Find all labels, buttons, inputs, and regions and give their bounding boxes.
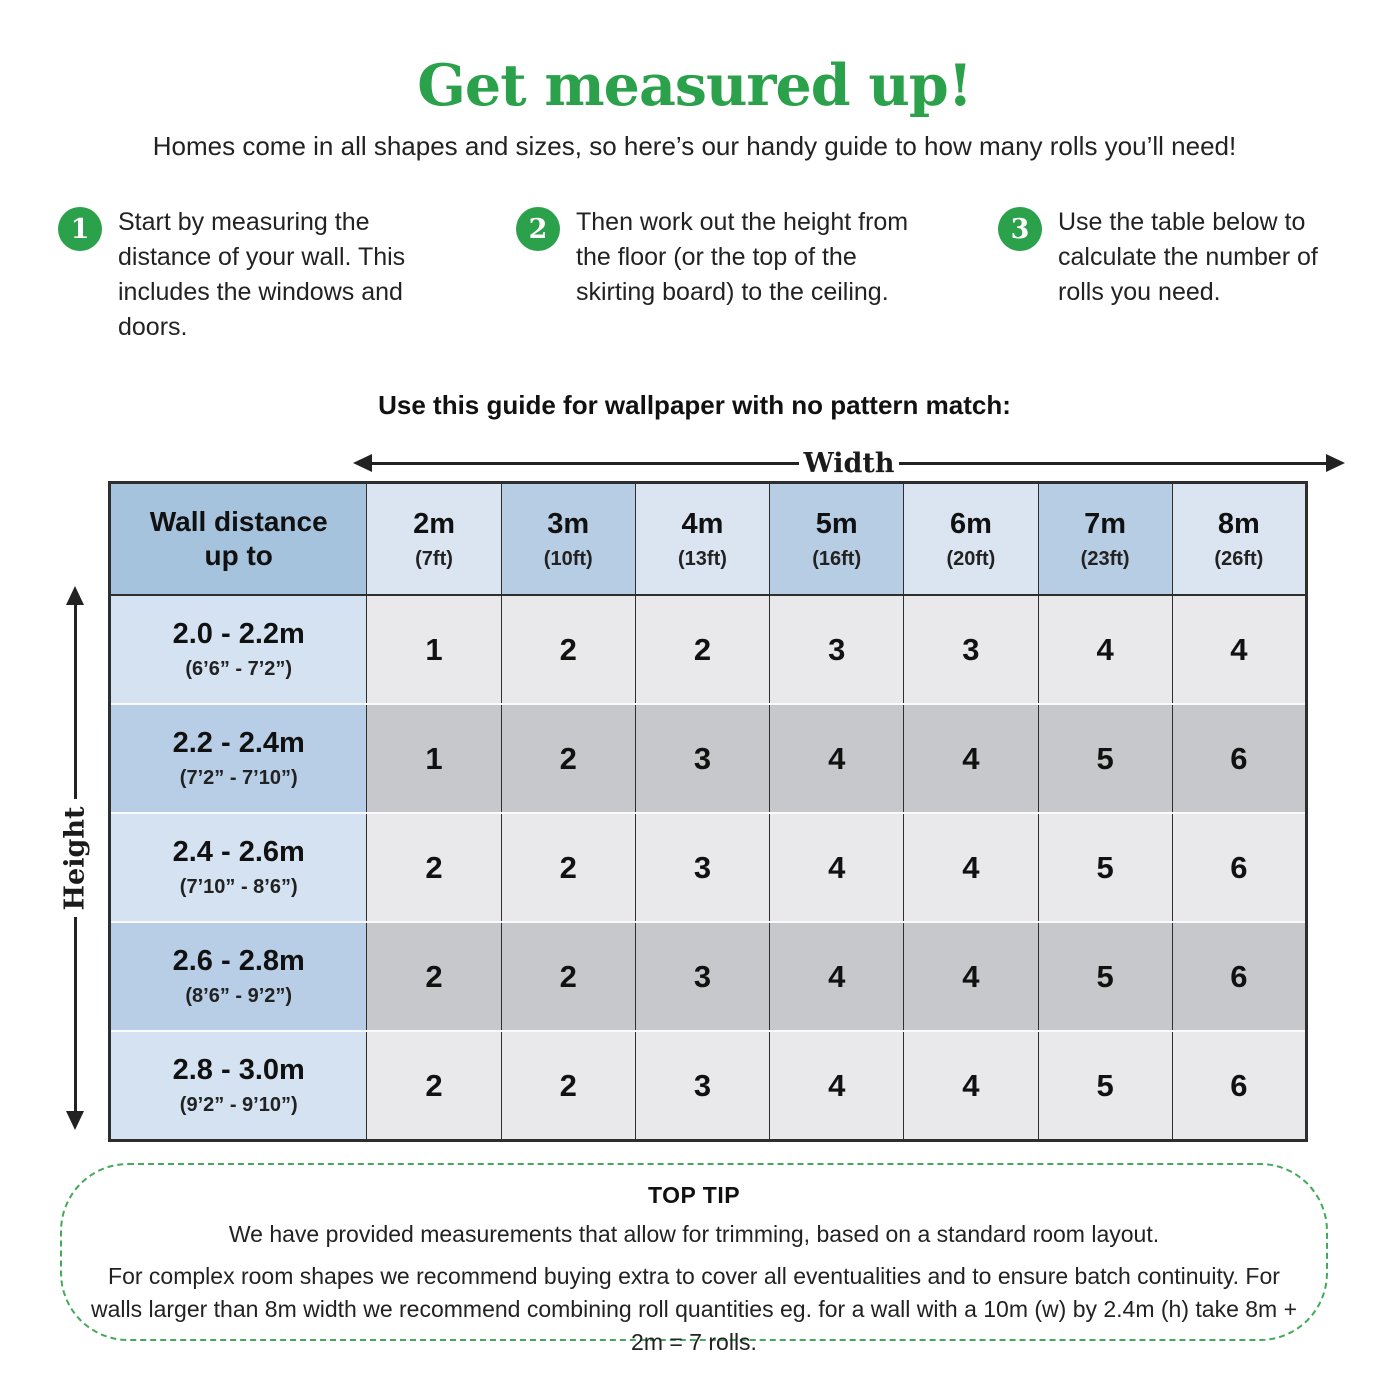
col-header-meters: 4m [681, 507, 724, 540]
rolls-value: 2 [501, 704, 635, 813]
rolls-value: 3 [635, 704, 769, 813]
rolls-value: 4 [770, 922, 904, 1031]
corner-header-line2: up to [204, 540, 273, 571]
rolls-value: 5 [1038, 1031, 1172, 1141]
rolls-value: 6 [1172, 813, 1306, 922]
width-axis-label: Width [803, 447, 895, 479]
table-row [110, 1031, 1307, 1141]
rolls-value: 5 [1038, 704, 1172, 813]
step-2-number-badge: 2 [516, 207, 560, 251]
step-3 [998, 205, 1358, 345]
row-header-range: 2.4 - 2.6m [172, 836, 305, 868]
row-header-2.2-2.4m [110, 704, 367, 813]
top-tip-box [60, 1163, 1328, 1355]
row-header-2.6-2.8m [110, 922, 367, 1031]
col-header-4m [635, 483, 769, 596]
col-header-meters: 5m [815, 507, 858, 540]
rolls-value: 5 [1038, 813, 1172, 922]
rolls-value: 4 [770, 704, 904, 813]
rolls-value: 6 [1172, 922, 1306, 1031]
rolls-value: 4 [1172, 595, 1306, 704]
arrowhead-up-icon [66, 586, 84, 605]
row-header-range: 2.0 - 2.2m [172, 618, 305, 650]
page-subtitle: Homes come in all shapes and sizes, so here’s our handy guide to how many rolls you’ll need! [152, 131, 1237, 161]
table-row [110, 704, 1307, 813]
rolls-value: 4 [1038, 595, 1172, 704]
col-header-meters: 7m [1084, 507, 1127, 540]
rolls-value: 2 [501, 1031, 635, 1141]
rolls-value: 2 [501, 922, 635, 1031]
rolls-needed-table [108, 481, 1308, 1142]
rolls-value: 4 [904, 922, 1038, 1031]
rolls-value: 2 [367, 1031, 501, 1141]
rolls-value: 2 [635, 595, 769, 704]
row-header-range: 2.8 - 3.0m [172, 1054, 305, 1086]
row-header-feet: (7’10” - 8’6”) [179, 876, 298, 898]
table-row [110, 595, 1307, 704]
rolls-value: 4 [770, 1031, 904, 1141]
arrowhead-left-icon [353, 454, 372, 472]
step-2-text: Then work out the height from the floor (or the top of the skirting board) to the ceiling. [576, 208, 909, 306]
height-axis-arrow [53, 586, 97, 1130]
rolls-value: 5 [1038, 922, 1172, 1031]
col-header-2m [367, 483, 501, 596]
guide-heading: Use this guide for wallpaper with no pattern match: [378, 390, 1011, 420]
rolls-value: 1 [367, 595, 501, 704]
col-header-feet: (20ft) [946, 547, 996, 570]
col-header-feet: (7ft) [415, 547, 453, 570]
rolls-value: 6 [1172, 704, 1306, 813]
top-tip-line2: For complex room shapes we recommend buying extra to cover all eventualities and to ensure batch continuity. For walls larger than 8m width we recommend combining roll quantities eg. for a wall with a 10m (w) by 2.4m (h) take 8m + 2m = 7 rolls. [90, 1263, 1298, 1355]
table-row [110, 922, 1307, 1031]
rolls-value: 2 [501, 595, 635, 704]
top-tip-line1: We have provided measurements that allow for trimming, based on a standard room layout. [228, 1221, 1160, 1247]
width-arrow-line [899, 462, 1326, 465]
col-header-feet: (26ft) [1214, 547, 1264, 570]
step-2 [516, 205, 918, 345]
arrowhead-down-icon [66, 1111, 84, 1130]
col-header-meters: 3m [547, 507, 590, 540]
col-header-8m [1172, 483, 1306, 596]
step-3-number-badge: 3 [998, 207, 1042, 251]
steps-row [58, 205, 1358, 345]
row-header-range: 2.6 - 2.8m [172, 945, 305, 977]
col-header-3m [501, 483, 635, 596]
height-axis-label: Height [59, 806, 91, 910]
step-1-text: Start by measuring the distance of your wall. This includes the windows and doors. [118, 208, 406, 341]
height-arrow-line [74, 605, 77, 799]
col-header-meters: 6m [949, 507, 992, 540]
col-header-6m [904, 483, 1038, 596]
height-arrow-line [74, 917, 77, 1111]
rolls-value: 1 [367, 704, 501, 813]
rolls-value: 4 [770, 813, 904, 922]
row-header-2.0-2.2m [110, 595, 367, 704]
corner-header-wall-distance [110, 483, 367, 596]
rolls-value: 6 [1172, 1031, 1306, 1141]
col-header-5m [770, 483, 904, 596]
rolls-value: 3 [635, 813, 769, 922]
rolls-value: 2 [501, 813, 635, 922]
width-axis-arrow [353, 448, 1345, 478]
rolls-value: 2 [367, 813, 501, 922]
rolls-value: 3 [904, 595, 1038, 704]
step-1 [58, 205, 436, 345]
step-1-number-badge: 1 [58, 207, 102, 251]
row-header-feet: (7’2” - 7’10”) [179, 767, 298, 789]
corner-header-line1: Wall distance [149, 506, 328, 537]
col-header-7m [1038, 483, 1172, 596]
row-header-2.8-3.0m [110, 1031, 367, 1141]
rolls-value: 3 [635, 1031, 769, 1141]
table-row [110, 813, 1307, 922]
rolls-value: 4 [904, 813, 1038, 922]
col-header-feet: (16ft) [812, 547, 862, 570]
col-header-feet: (10ft) [543, 547, 593, 570]
table-header-row [110, 483, 1307, 596]
row-header-feet: (8’6” - 9’2”) [185, 985, 293, 1007]
col-header-meters: 8m [1217, 507, 1260, 540]
width-arrow-line [372, 462, 799, 465]
rolls-value: 4 [904, 704, 1038, 813]
top-tip-title: TOP TIP [647, 1182, 741, 1208]
page-title: Get measured up! [417, 52, 972, 119]
arrowhead-right-icon [1326, 454, 1345, 472]
step-3-text: Use the table below to calculate the number of rolls you need. [1058, 208, 1318, 306]
row-header-feet: (6’6” - 7’2”) [185, 658, 293, 680]
row-header-range: 2.2 - 2.4m [172, 727, 305, 759]
row-header-2.4-2.6m [110, 813, 367, 922]
rolls-value: 4 [904, 1031, 1038, 1141]
rolls-value: 2 [367, 922, 501, 1031]
rolls-value: 3 [635, 922, 769, 1031]
row-header-feet: (9’2” - 9’10”) [179, 1094, 298, 1116]
rolls-value: 3 [770, 595, 904, 704]
col-header-meters: 2m [413, 507, 455, 540]
col-header-feet: (23ft) [1080, 547, 1130, 570]
col-header-feet: (13ft) [678, 547, 727, 570]
